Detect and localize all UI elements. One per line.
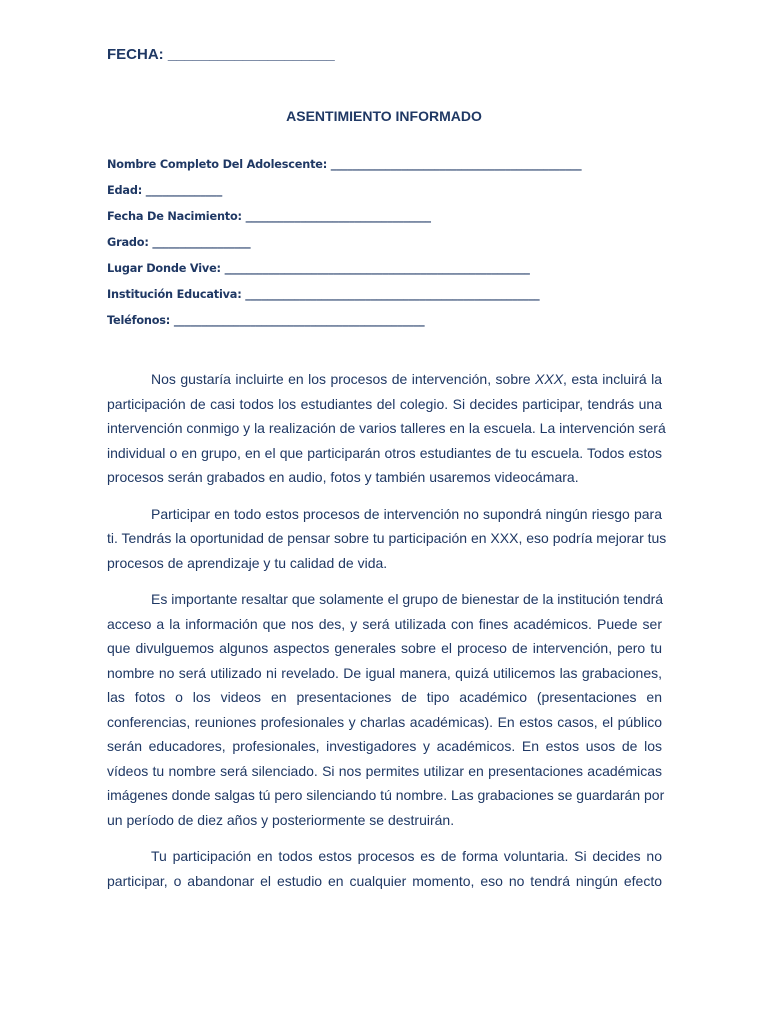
document-title: ASENTIMIENTO INFORMADO — [286, 108, 482, 124]
paragraph-line: vídeos tu nombre será silenciado. Si nos permites utilizar en presentaciones académicas — [107, 762, 662, 779]
field-residence: Lugar Donde Vive: ________________________________________________________ — [107, 262, 530, 275]
form-fields — [107, 157, 667, 339]
paragraph-line: Es importante resaltar que solamente el grupo de bienestar de la institución tendrá — [151, 591, 664, 607]
field-phones: Teléfonos: ______________________________________________ — [107, 314, 425, 327]
paragraph-line: acceso a la información que nos des, y será utilizada con fines académicos. Puede ser — [107, 615, 662, 632]
paragraph-1 — [107, 367, 666, 490]
paragraph-line: un período de diez años y posteriormente se destruirán. — [107, 811, 455, 828]
paragraph-line: intervención conmigo y la realización de varios talleres en la escuela. La intervención será — [107, 420, 666, 436]
field-full-name: Nombre Completo Del Adolescente: ______________________________________________ — [107, 158, 582, 171]
body-text — [107, 367, 667, 905]
field-age: Edad: ______________ — [107, 184, 223, 197]
field-grade: Grado: __________________ — [107, 236, 251, 249]
paragraph-line: procesos de aprendizaje y tu calidad de vida. — [107, 554, 388, 571]
paragraph-line: imágenes donde salgas tú pero silenciando tú nombre. Las grabaciones se guardarán por — [107, 787, 665, 803]
paragraph-line: individual o en grupo, en el que participarán otros estudiantes de tu escuela. Todos estos — [107, 444, 662, 461]
paragraph-line: serán educadores, profesionales, investigadores y académicos. En estos usos de los — [107, 738, 662, 754]
paragraph-line: participar, o abandonar el estudio en cualquier momento, eso no tendrá ningún efecto — [107, 872, 662, 889]
paragraph-line: que divulguemos algunos aspectos generales sobre el proceso de intervención, pero tu — [107, 640, 662, 656]
paragraph-3 — [107, 587, 665, 832]
field-institution: Institución Educativa: ______________________________________________________ — [107, 288, 540, 301]
paragraph-4 — [107, 844, 662, 893]
emphasis-text: XXX — [535, 371, 564, 387]
paragraph-line: las fotos o los videos en presentaciones de tipo académico (presentaciones en — [107, 689, 662, 705]
field-birth-date: Fecha De Nacimiento: __________________________________ — [107, 210, 431, 223]
paragraph-line: conferencias, reuniones profesionales y charlas académicas). En estos casos, el público — [107, 713, 662, 730]
paragraph-line: Participar en todo estos procesos de intervención no supondrá ningún riesgo para — [151, 505, 662, 522]
date-line: FECHA: ____________________ — [107, 46, 335, 63]
paragraph-line: participación de casi todos los estudiantes del colegio. Si decides participar, tendrás una — [107, 395, 662, 412]
paragraph-2 — [107, 502, 667, 576]
paragraph-line: ti. Tendrás la oportunidad de pensar sobre tu participación en XXX, eso podría mejorar tus — [107, 530, 667, 546]
paragraph-line: Tu participación en todos estos procesos es de forma voluntaria. Si decides no — [151, 848, 662, 864]
paragraph-line: procesos serán grabados en audio, fotos y también usaremos videocámara. — [107, 469, 579, 485]
paragraph-line: Nos gustaría incluirte en los procesos de intervención, sobre XXX, esta incluirá la — [151, 371, 662, 387]
paragraph-line: nombre no será utilizado ni revelado. De igual manera, quizá utilicemos las grabaciones, — [107, 664, 662, 681]
